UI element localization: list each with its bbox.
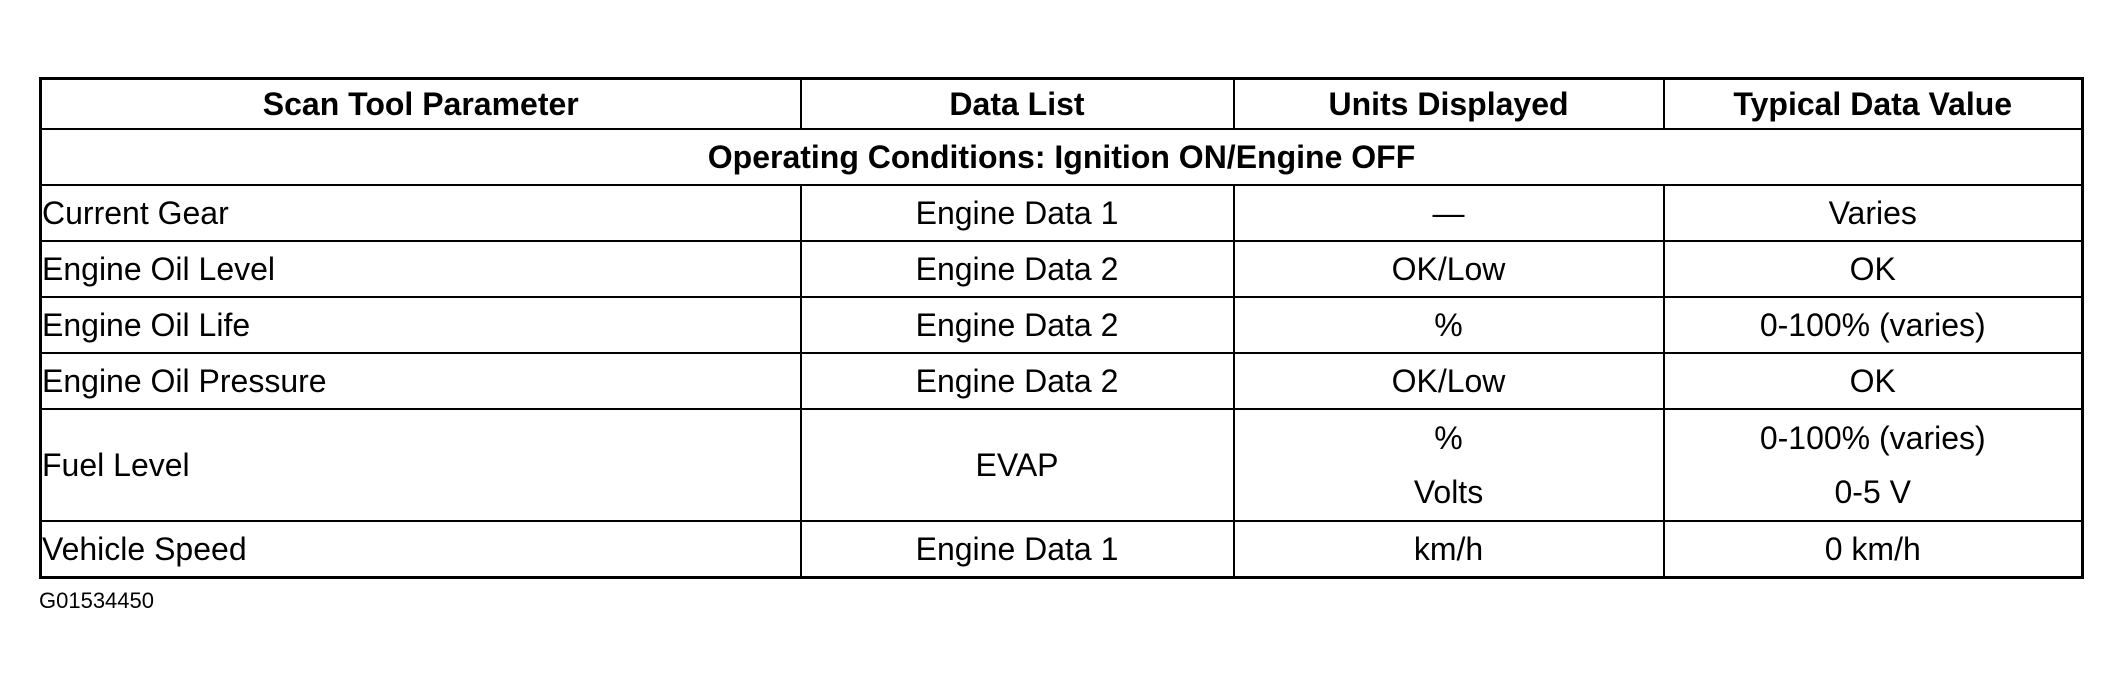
parameter-cell: Current Gear bbox=[41, 185, 801, 241]
table-row bbox=[41, 409, 2083, 521]
figure-id-label: G01534450 bbox=[39, 588, 154, 613]
units-cell: km/h bbox=[1234, 521, 1664, 578]
units-value-percent: % bbox=[1434, 420, 1463, 456]
table-row bbox=[41, 521, 2083, 578]
parameter-cell: Engine Oil Level bbox=[41, 241, 801, 297]
data-list-cell: Engine Data 2 bbox=[801, 241, 1234, 297]
parameter-cell: Engine Oil Life bbox=[41, 297, 801, 353]
parameter-cell: Fuel Level bbox=[41, 409, 801, 521]
units-cell bbox=[1234, 409, 1664, 521]
typical-value-cell: OK bbox=[1664, 241, 2083, 297]
table-row bbox=[41, 297, 2083, 353]
header-scan-tool-parameter: Scan Tool Parameter bbox=[41, 79, 801, 130]
data-list-cell: Engine Data 2 bbox=[801, 353, 1234, 409]
typical-value-cell bbox=[1664, 409, 2083, 521]
table-row bbox=[41, 241, 2083, 297]
typical-value-cell: OK bbox=[1664, 353, 2083, 409]
parameter-cell: Vehicle Speed bbox=[41, 521, 801, 578]
data-list-cell: EVAP bbox=[801, 409, 1234, 521]
header-data-list: Data List bbox=[801, 79, 1234, 130]
operating-conditions-label: Operating Conditions: Ignition ON/Engine OFF bbox=[41, 129, 2083, 185]
typical-value-cell: Varies bbox=[1664, 185, 2083, 241]
section-header-row bbox=[41, 129, 2083, 185]
table-row bbox=[41, 185, 2083, 241]
data-list-cell: Engine Data 2 bbox=[801, 297, 1234, 353]
typical-value-volts: 0-5 V bbox=[1834, 474, 1911, 510]
scan-tool-table-container bbox=[39, 77, 2081, 579]
typical-value-cell: 0 km/h bbox=[1664, 521, 2083, 578]
table-row bbox=[41, 353, 2083, 409]
header-units-displayed: Units Displayed bbox=[1234, 79, 1664, 130]
typical-value-percent: 0-100% (varies) bbox=[1759, 420, 1986, 456]
data-list-cell: Engine Data 1 bbox=[801, 521, 1234, 578]
units-cell: % bbox=[1234, 297, 1664, 353]
units-cell: OK/Low bbox=[1234, 353, 1664, 409]
typical-value-cell: 0-100% (varies) bbox=[1664, 297, 2083, 353]
parameter-cell: Engine Oil Pressure bbox=[41, 353, 801, 409]
units-value-volts: Volts bbox=[1413, 474, 1484, 510]
scan-tool-data-table bbox=[39, 77, 2084, 579]
units-cell: — bbox=[1234, 185, 1664, 241]
data-list-cell: Engine Data 1 bbox=[801, 185, 1234, 241]
header-typical-data-value: Typical Data Value bbox=[1664, 79, 2083, 130]
units-cell: OK/Low bbox=[1234, 241, 1664, 297]
table-header-row bbox=[41, 79, 2083, 130]
